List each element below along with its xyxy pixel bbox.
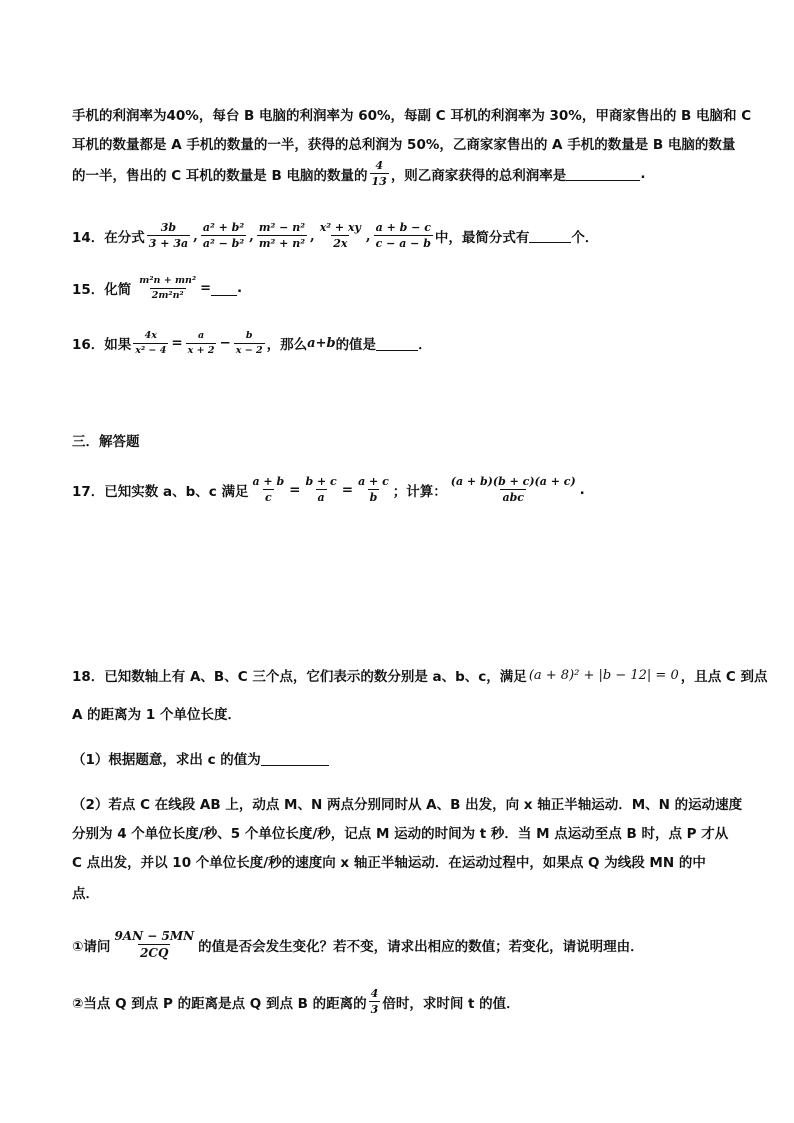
q17-frac-4-den: abc [502,491,524,504]
q17-frac-1-num: a + b [252,475,285,488]
q18-part2-line3 [72,851,706,871]
q17-eq-2: = [341,481,354,498]
q16-frac-3-den: x − 2 [235,344,263,356]
q14-frac-5-den: c − a − b [375,237,431,250]
q16-equals: = [171,335,183,351]
q17-frac-3 [356,476,391,503]
q18-sub1 [72,930,644,959]
q18-sub2 [72,988,520,1015]
q16-frac-1-den: x² − 4 [135,344,167,356]
q18-sub2-post: 倍时，求时间 t 的值． [382,995,520,1012]
q14-frac-4 [318,222,363,249]
q15-end: . [237,280,243,296]
q17-frac-2 [303,476,338,503]
q18-part2-line4 [72,882,99,902]
q14-suffix: 个． [571,229,599,246]
q18-sub1-pre: ①请问 [72,938,111,955]
q18-part2-l2-text: 分别为 4 个单位长度/秒、5 个单位长度/秒，记点 M 运动的时间为 t 秒．当 M 点运动至点 B 时，点 P 才从 [72,826,729,842]
q13-line3-post: ，则乙商家获得的总利润率是 [390,167,567,184]
q16-frac-3 [234,331,265,355]
q16-a-plus-b: a+b [307,335,336,351]
q15-answer-blank[interactable] [211,281,237,296]
q13-line2-text: 耳机的数量都是 A 手机的数量的一半，获得的总利润为 50%，乙商家家售出的 A 手机的数量是 B 电脑的数量 [72,137,736,153]
q18-line2 [72,703,241,723]
q17-frac-4 [449,476,578,503]
q14-frac-3 [257,222,307,249]
q16-middle: ，那么 [266,337,308,353]
q13-answer-blank[interactable] [566,166,640,181]
q14-frac-5-num: a + b − c [375,221,431,234]
question-17 [72,476,585,503]
q18-part1-blank[interactable] [261,751,329,766]
question-14: 14．在分式 $\frac{3b}{3 + 3a}$ , $\frac{\text{a² + b²}}{\text{a² − b²}}$ , $\frac{\text{m² − n²}}{\text{m² + n²}}$ , $\frac{\text{x² + xy}}{2x}$ , $\frac{a + b - c}{c - a - b}$ 中，最简分式有 个． [72,221,599,250]
q18-sub1-post: 的值是否会发生变化？若不变，请求出相应的数值；若变化，请说明理由． [198,938,644,955]
q17-frac-1 [250,476,286,503]
q15-fraction [137,276,198,300]
q18-part2-l4-text: 点． [72,886,99,902]
q13-line1 [72,104,751,124]
q17-eq-1: = [289,481,301,498]
q18-line1 [72,665,768,685]
q13-line3 [72,160,645,187]
q17-frac-3-num: a + c [358,475,389,488]
q18-condition-math: (a + 8)² + |b − 12| = 0 [528,667,679,683]
q13-frac-num: 4 [375,159,383,172]
q18-part1-text: （1）根据题意，求出 c 的值为 [72,752,261,768]
q16-frac-1-num: 4x [144,330,157,341]
q16-frac-2-num: a [197,330,205,341]
q18-part2-l3-text: C 点出发，并以 10 个单位长度/秒的速度向 x 轴正半轴运动．在运动过程中，如果点 Q 为线段 MN 的中 [72,855,706,871]
q18-sub2-fraction [369,988,381,1015]
q14-frac-2-num: a² + b² [202,221,245,234]
q17-middle: ；计算： [392,483,447,500]
q16-frac-2-den: x + 2 [187,344,215,356]
q13-line3-pre: 的一半，售出的 C 耳机的数量是 B 电脑的数量的 [72,167,368,184]
q13-line3-end: . [640,165,646,182]
q18-part2-l1-text: （2）若点 C 在线段 AB 上，动点 M、N 两点分别同时从 A、B 出发，向 x 轴正半轴运动．M、N 的运动速度 [72,797,743,813]
q14-middle: 中，最简分式有 [434,229,530,246]
q18-sub2-num: 4 [370,987,379,1000]
q18-sub1-den: 2CQ [140,946,169,960]
q15-equals: = [200,280,212,296]
q13-frac-den: 13 [371,175,387,188]
q16-frac-1 [133,331,168,355]
q16-frac-2 [186,331,217,355]
section-heading-answers [72,430,140,450]
q18-sub2-pre: ②当点 Q 到点 P 的距离是点 Q 到点 B 的距离的 [72,995,367,1012]
q17-prefix: 17．已知实数 a、b、c 满足 [72,483,249,500]
question-16 [72,331,432,355]
q17-frac-4-num: (a + b)(b + c)(a + c) [450,475,576,488]
q14-frac-1 [147,222,190,249]
q16-tail: 的值是 [335,337,377,353]
q15-prefix: 15．化简 [72,282,132,298]
q15-frac-den: 2m²n² [151,289,184,301]
q14-frac-2 [201,222,246,249]
q13-fraction [370,160,389,187]
q16-prefix: 16．如果 [72,337,132,353]
q16-answer-blank[interactable] [376,336,418,351]
q14-frac-1-num: 3b [160,221,177,234]
q13-line2 [72,133,735,153]
q18-line1-post: ，且点 C 到点 [680,669,768,685]
q14-frac-4-den: 2x [333,237,348,250]
q16-end: ． [418,337,432,353]
q16-minus: − [219,335,231,351]
q13-line1-text: 手机的利润率为40%，每台 B 电脑的利润率为 60%，每副 C 耳机的利润率为 30%，甲商家售出的 B 电脑和 C [72,108,752,124]
q18-part2-line1 [72,793,742,813]
section-heading-text: 三．解答题 [72,434,140,450]
q14-frac-4-num: x² + xy [319,221,361,234]
q14-frac-2-den: a² − b² [202,237,245,250]
q18-part2-line2 [72,822,728,842]
q15-frac-num: m²n + mn² [139,275,197,286]
q18-line2-text: A 的距离为 1 个单位长度． [72,707,241,723]
q17-frac-1-den: c [264,491,272,504]
q14-prefix: 14．在分式 [72,229,145,246]
q14-frac-3-num: m² − n² [258,221,306,234]
q17-frac-2-den: a [317,491,325,504]
q18-sub1-num: 9AN − 5MN [114,929,195,943]
q14-frac-1-den: 3 + 3a [148,237,189,250]
question-15 [72,276,242,300]
q17-frac-2-num: b + c [305,475,337,488]
q14-answer-blank[interactable] [529,228,571,243]
q18-line1-pre: 18．已知数轴上有 A、B、C 三个点，它们表示的数分别是 a、b、c，满足 [72,669,527,685]
q18-sub2-den: 3 [370,1003,379,1016]
q17-end: . [579,481,585,498]
q18-sub1-fraction [112,930,196,959]
q17-frac-3-den: b [369,491,378,504]
q16-frac-3-num: b [245,330,253,341]
q14-frac-5 [374,222,433,249]
q14-frac-3-den: m² + n² [258,237,306,250]
q18-part1 [72,748,329,768]
